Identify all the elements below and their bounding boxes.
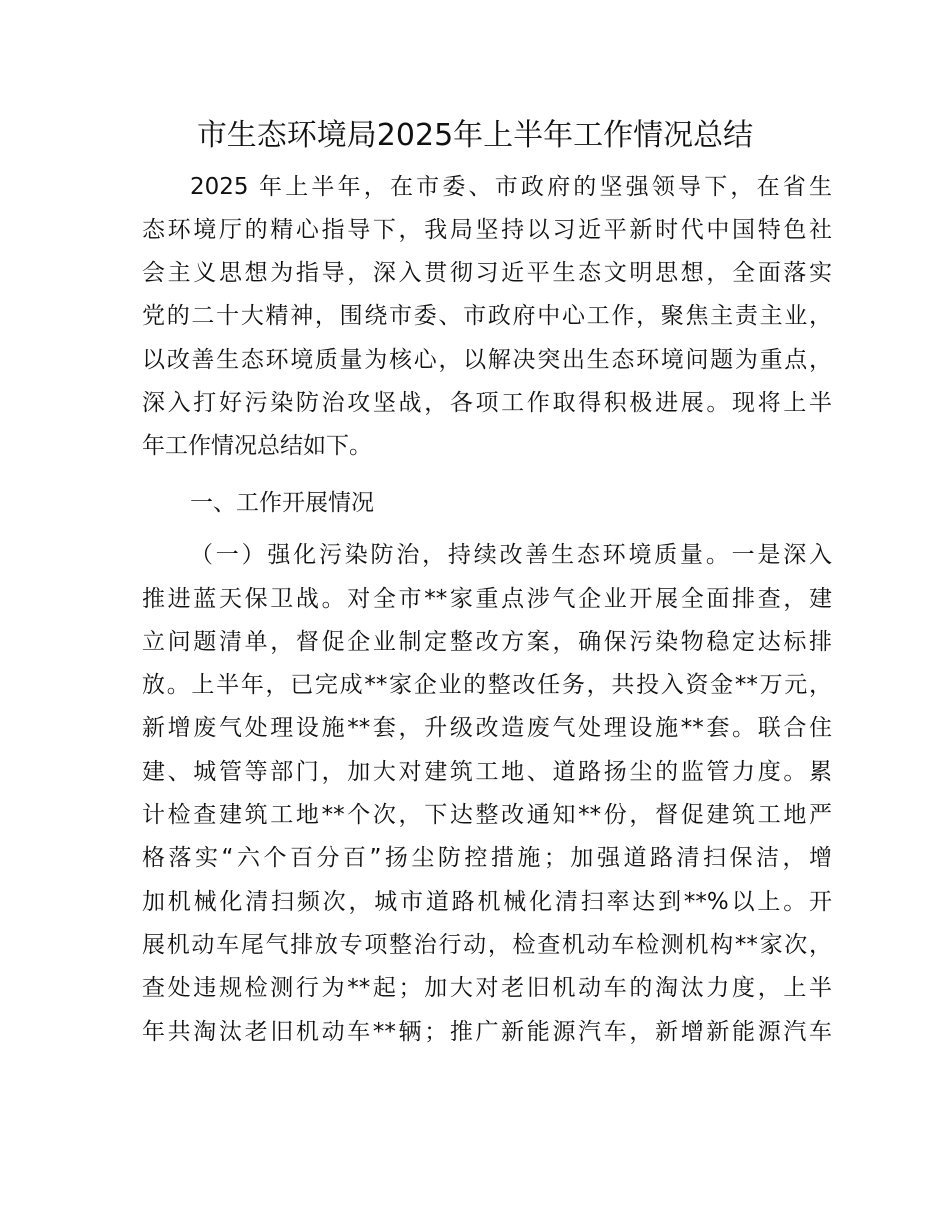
sub-line-4: 放。上半年，已完成**家企业的整改任务，共投入资金**万元，: [142, 672, 832, 698]
intro-line-3: 会主义思想为指导，深入贯彻习近平生态文明思想，全面落实: [142, 260, 832, 286]
section-heading: 一、工作开展情况: [190, 490, 374, 516]
intro-line-4: 党的二十大精神，围绕市委、市政府中心工作，聚焦主责主业，: [142, 303, 832, 329]
intro-line-6: 深入打好污染防治攻坚战，各项工作取得积极进展。现将上半: [142, 390, 832, 416]
intro-line-7: 年工作情况总结如下。: [142, 433, 372, 459]
sub-line-12: 年共淘汰老旧机动车**辆；推广新能源汽车，新增新能源汽车: [142, 1019, 832, 1045]
sub-line-7: 计检查建筑工地**个次，下达整改通知**份，督促建筑工地严: [142, 802, 832, 828]
intro-line-1: 2025 年上半年，在市委、市政府的坚强领导下，在省生: [190, 174, 832, 200]
sub-line-8: 格落实“六个百分百”扬尘防控措施；加强道路清扫保洁，增: [142, 845, 832, 871]
sub-line-11: 查处违规检测行为**起；加大对老旧机动车的淘汰力度，上半: [142, 975, 832, 1001]
sub-line-5: 新增废气处理设施**套，升级改造废气处理设施**套。联合住: [142, 715, 832, 741]
sub-line-2: 推进蓝天保卫战。对全市**家重点涉气企业开展全面排查，建: [142, 586, 832, 612]
sub-line-3: 立问题清单，督促企业制定整改方案，确保污染物稳定达标排: [142, 629, 832, 655]
sub-line-9: 加机械化清扫频次，城市道路机械化清扫率达到**%以上。开: [142, 889, 832, 915]
sub-line-10: 展机动车尾气排放专项整治行动，检查机动车检测机构**家次，: [142, 932, 832, 958]
intro-line-2: 态环境厅的精心指导下，我局坚持以习近平新时代中国特色社: [142, 217, 832, 243]
document-title: 市生态环境局2025年上半年工作情况总结: [196, 118, 754, 153]
sub-line-1: （一）强化污染防治，持续改善生态环境质量。一是深入: [190, 542, 832, 568]
intro-line-5: 以改善生态环境质量为核心，以解决突出生态环境问题为重点，: [142, 347, 832, 373]
sub-line-6: 建、城管等部门，加大对建筑工地、道路扬尘的监管力度。累: [142, 759, 832, 785]
